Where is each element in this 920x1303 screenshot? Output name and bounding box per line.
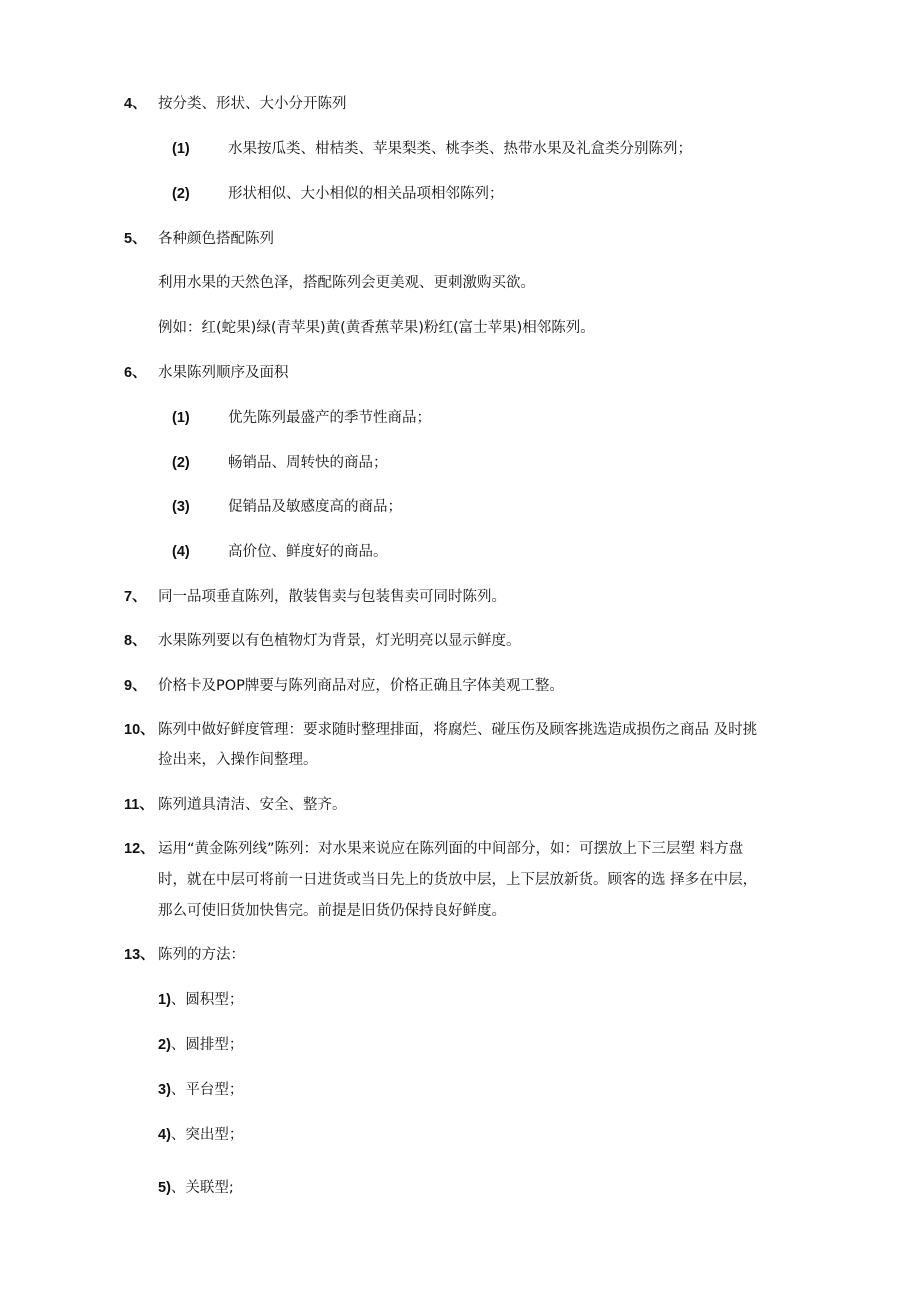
- list-item-7: [124, 587, 506, 607]
- sub-item-text: 畅销品、周转快的商品；: [228, 455, 388, 471]
- item-text: 价格卡及POP牌要与陈列商品对应，价格正确且字体美观工整。: [158, 678, 564, 694]
- list-item-4: [124, 94, 347, 114]
- method-number: 4): [158, 1127, 171, 1143]
- item-text: 陈列道具清洁、安全、整齐。: [158, 797, 347, 813]
- list-item-9: [124, 676, 564, 696]
- item-text: 水果陈列顺序及面积: [158, 365, 289, 381]
- sub-item-text: 水果按瓜类、柑桔类、苹果梨类、桃李类、热带水果及礼盒类分别陈列；: [228, 141, 692, 157]
- sub-item-text: 高价位、鲜度好的商品。: [228, 544, 388, 560]
- method-item: [158, 1178, 234, 1198]
- method-number: 2): [158, 1037, 171, 1053]
- list-item-11: [124, 795, 347, 815]
- item-text: 水果陈列要以有色植物灯为背景，灯光明亮以显示鲜度。: [158, 633, 521, 649]
- item-text: 陈列中做好鲜度管理：要求随时整理排面，将腐烂、碰压伤及顾客挑选造成损伤之商品 及时挑: [158, 722, 758, 738]
- list-item-8: [124, 631, 521, 651]
- item-number: 5、: [124, 231, 147, 247]
- method-item: [158, 1080, 243, 1100]
- item-text-continued: 捡出来，入操作间整理。: [158, 752, 318, 768]
- list-item-6: [124, 363, 289, 383]
- paragraph: 例如：红(蛇果)绿(青苹果)黄(黄香蕉苹果)粉红(富士苹果)相邻陈列。: [158, 320, 595, 336]
- method-text: 、圆积型；: [170, 992, 244, 1008]
- item-text-continued: 时，就在中层可将前一日进货或当日先上的货放中层，上下层放新货。顾客的选 择多在中层，: [158, 872, 758, 888]
- item-text: 各种颜色搭配陈列: [158, 231, 274, 247]
- method-text: 、圆排型；: [170, 1037, 244, 1053]
- list-item-12: [124, 839, 743, 859]
- paragraph: 利用水果的天然色泽，搭配陈列会更美观、更刺激购买欲。: [158, 275, 535, 291]
- method-number: 1): [158, 992, 171, 1008]
- method-number: 3): [158, 1082, 171, 1098]
- method-item: [158, 990, 243, 1010]
- sub-item-number: (2): [172, 186, 190, 202]
- item-number: 7、: [124, 589, 147, 605]
- method-item: [158, 1125, 243, 1145]
- sub-item-text: 形状相似、大小相似的相关品项相邻陈列；: [228, 186, 504, 202]
- method-text: 、突出型；: [170, 1127, 244, 1143]
- item-text: 运用“黄金陈列线”陈列：对水果来说应在陈列面的中间部分，如：可摆放上下三层塑 料方盘: [158, 841, 744, 857]
- item-text: 陈列的方法：: [158, 947, 245, 963]
- list-item-5: [124, 229, 274, 249]
- sub-item-number: (3): [172, 499, 190, 515]
- item-text-continued: 那么可使旧货加快售完。前提是旧货仍保持良好鲜度。: [158, 903, 506, 919]
- item-number: 10、: [124, 722, 155, 738]
- item-number: 9、: [124, 678, 147, 694]
- item-text: 按分类、形状、大小分开陈列: [158, 96, 347, 112]
- item-number: 6、: [124, 365, 147, 381]
- sub-item-number: (4): [172, 544, 190, 560]
- sub-item-number: (1): [172, 141, 190, 157]
- sub-item-text: 优先陈列最盛产的季节性商品；: [228, 410, 431, 426]
- method-text: 、关联型;: [170, 1180, 234, 1196]
- item-number: 12、: [124, 841, 155, 857]
- sub-item-number: (1): [172, 410, 190, 426]
- item-number: 11、: [124, 797, 154, 813]
- list-item-10: [124, 720, 757, 740]
- method-text: 、平台型；: [170, 1082, 244, 1098]
- item-number: 8、: [124, 633, 147, 649]
- method-number: 5): [158, 1180, 171, 1196]
- item-number: 4、: [124, 96, 147, 112]
- list-item-13: [124, 945, 245, 965]
- sub-item-number: (2): [172, 455, 190, 471]
- method-item: [158, 1035, 243, 1055]
- item-number: 13、: [124, 947, 155, 963]
- sub-item-text: 促销品及敏感度高的商品；: [228, 499, 402, 515]
- item-text: 同一品项垂直陈列，散装售卖与包装售卖可同时陈列。: [158, 589, 506, 605]
